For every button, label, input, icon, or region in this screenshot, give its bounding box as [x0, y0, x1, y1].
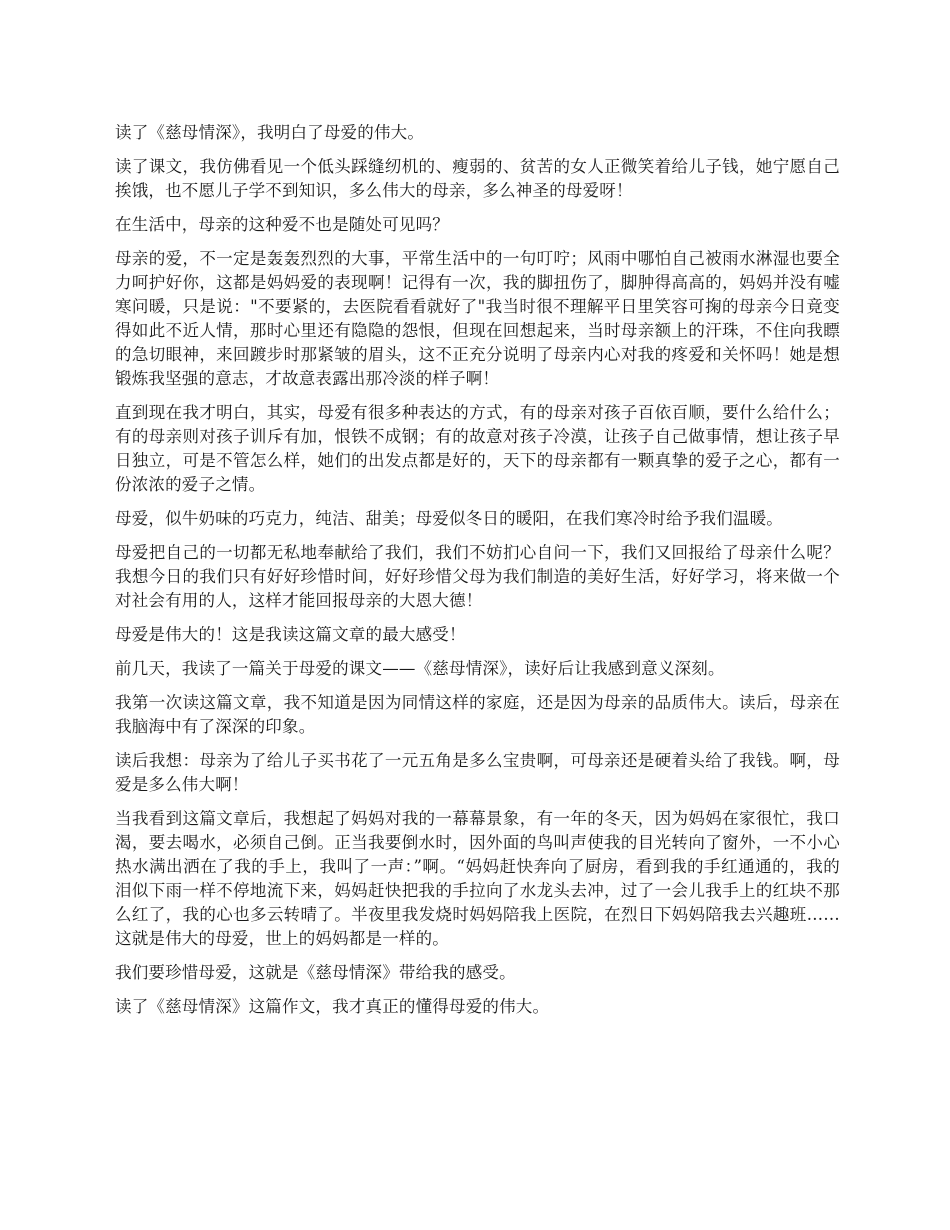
paragraph-1: 读了《慈母情深》，我明白了母爱的伟大。: [115, 123, 425, 142]
paragraph-8: 母爱是伟大的！这是我读这篇文章的最大感受！: [115, 625, 466, 644]
paragraph-9: 前几天，我读了一篇关于母爱的课文——《慈母情深》，读好后让我感到意义深刻。: [115, 659, 725, 678]
paragraph-10: 我第一次读这篇文章，我不知道是因为同情这样的家庭，还是因为母亲的品质伟大。读后，母亲在我脑海中有了深深的印象。: [115, 693, 840, 736]
paragraph-14: 读了《慈母情深》这篇作文，我才真正的懂得母爱的伟大。: [115, 997, 550, 1016]
paragraph-2: 读了课文，我仿佛看见一个低头踩缝纫机的、瘦弱的、贫苦的女人正微笑着给儿子钱，她宁愿自己挨饿，也不愿儿子学不到知识，多么伟大的母亲，多么神圣的母爱呀！: [115, 157, 840, 200]
paragraph-12: 当我看到这篇文章后，我想起了妈妈对我的一幕幕景象，有一年的冬天，因为妈妈在家很忙，我口渴，要去喝水，必须自己倒。正当我要倒水时，因外面的鸟叫声使我的目光转向了窗外，一不小心热水满出洒在了我的手上，我叫了一声：”啊。“妈妈赶快奔向了厨房，看到我的手红通通的，我的泪似下雨一样不停地流下来，妈妈赶快把我的手拉向了水龙头去冲，过了一会儿我手上的红块不那么红了，我的心也多云转晴了。半夜里我发烧时妈妈陪我上医院，在烈日下妈妈陪我去兴趣班……这就是伟大的母爱，世上的妈妈都是一样的。: [115, 809, 840, 948]
paragraph-11: 读后我想：母亲为了给儿子买书花了一元五角是多么宝贵啊，可母亲还是硬着头给了我钱。啊，母爱是多么伟大啊！: [115, 751, 840, 794]
paragraph-6: 母爱，似牛奶味的巧克力，纯洁、甜美；母爱似冬日的暖阳，在我们寒冷时给予我们温暖。: [115, 509, 783, 528]
paragraph-4: 母亲的爱，不一定是轰轰烈烈的大事，平常生活中的一句叮咛；风雨中哪怕自己被雨水淋湿也要全力呵护好你，这都是妈妈爱的表现啊！记得有一次，我的脚扭伤了，脚肿得高高的，妈妈并没有嘘寒问暖，只是说："不要紧的，去医院看看就好了"我当时很不理解平日里笑容可掬的母亲今日竟变得如此不近人情，那时心里还有隐隐的怨恨，但现在回想起来，当时母亲额上的汗珠，不住向我瞟的急切眼神，来回踱步时那紧皱的眉头，这不正充分说明了母亲内心对我的疼爱和关怀吗！她是想锻炼我坚强的意志，才故意表露出那冷淡的样子啊！: [115, 249, 840, 388]
paragraph-3: 在生活中，母亲的这种爱不也是随处可见吗？: [115, 215, 449, 234]
paragraph-13: 我们要珍惜母爱，这就是《慈母情深》带给我的感受。: [115, 963, 516, 982]
paragraph-7: 母爱把自己的一切都无私地奉献给了我们，我们不妨扪心自问一下，我们又回报给了母亲什么呢？我想今日的我们只有好好珍惜时间，好好珍惜父母为我们制造的美好生活，好好学习，将来做一个对社会有用的人，这样才能回报母亲的大恩大德！: [115, 543, 840, 610]
document-body: [115, 121, 840, 1029]
paragraph-5: 直到现在我才明白，其实，母爱有很多种表达的方式，有的母亲对孩子百依百顺，要什么给什么；有的母亲则对孩子训斥有加，恨铁不成钢；有的故意对孩子冷漠，让孩子自己做事情，想让孩子早日独立，可是不管怎么样，她们的出发点都是好的，天下的母亲都有一颗真挚的爱子之心，都有一份浓浓的爱子之情。: [115, 403, 840, 494]
